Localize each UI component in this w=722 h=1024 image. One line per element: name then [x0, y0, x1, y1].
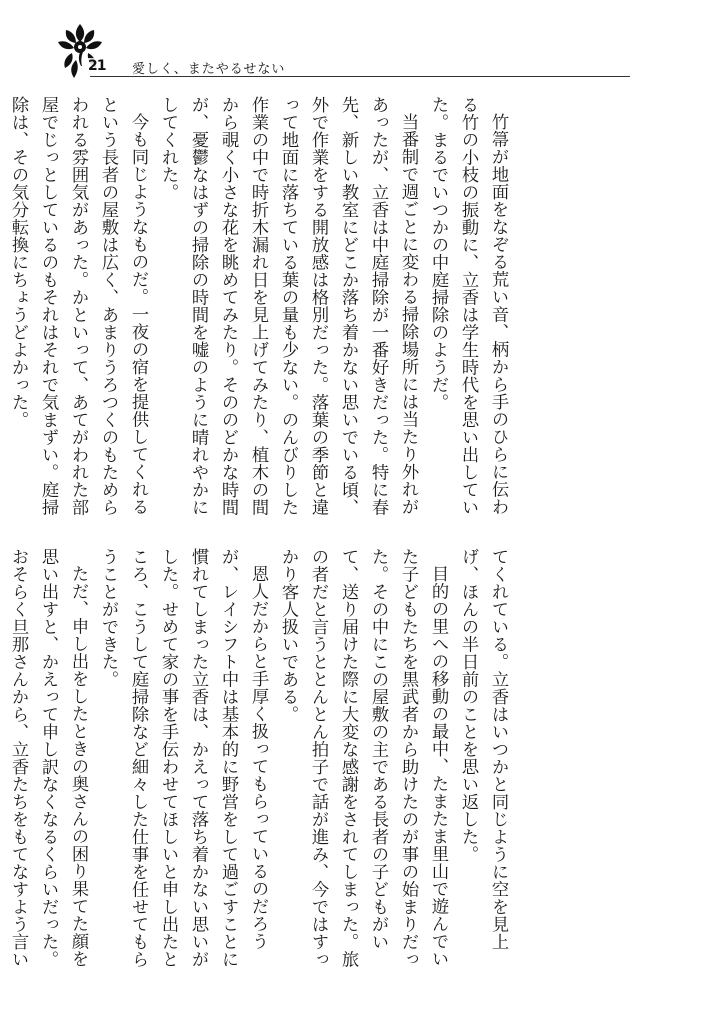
body-paragraph: 当番制で週ごとに変わる掃除場所には当たり外れがあったが、立香は中庭掃除が一番好きだった。特に春先、新しい教室にどこか落ち着かない思いでいる頃、外で作業をする開放感は格別だった。落葉の季節と違って地面に落ちている葉の量も少ない。のんびりした作業の中で時折木漏れ日を見上げてみたり、植木の間から覗く小さな花を眺めてみたり。そののどかな時間が、憂鬱なはずの掃除の時間を嘘のように晴れやかにしてくれた。: [158, 96, 418, 516]
body-paragraph: 目的の里への移動の最中、たまたま里山で遊んでいた子どもたちを黒武者から助けたのが事の始まりだった。その中にこの屋敷の主である長者の子どもがいて、送り届けた際に大変な感謝をされてしまった。旅の者だと言うととんとん拍子で話が進み、今ではすっかり客人扱いである。: [278, 548, 448, 968]
body-paragraph: [0, 96, 3, 521]
body-paragraph-continued: てくれている。立香はいつかと同じように空を見上げ、ほんの半日前のことを思い返した。: [458, 548, 508, 951]
upper-text-block: [8, 96, 513, 521]
body-paragraph: ただ、申し出をしたときの奥さんの困り果てた顔を思い出すと、かえって申し訳なくなるくらいだった。おそらく旦那さんから、立香たちをもてなすよう言い: [8, 548, 88, 968]
lower-text-block: [8, 548, 513, 973]
page-header: [52, 20, 632, 84]
body-paragraph: 今も同じようなものだ。一夜の宿を提供してくれるという長者の屋敷は広く、あまりうろつくのもためらわれる雰囲気があった。かといって、あてがわれた部屋でじっとしているのもそれはそれで気まずい。庭掃除は、その気分転換にちょうどよかった。: [8, 96, 148, 516]
page-number: 21: [88, 58, 106, 74]
body-paragraph: 竹箒が地面をなぞる荒い音、柄から手のひらに伝わる竹の小枝の振動に、立香は学生時代を思い出していた。まるでいつかの中庭掃除のようだ。: [428, 96, 508, 516]
running-title: 愛しく、またやるせない: [132, 62, 286, 77]
body-paragraph: 恩人だからと手厚く扱ってもらっているのだろうが、レイシフト中は基本的に野営をして過ごすことに慣れてしまった立香は、かえって落ち着かない思いがした。せめて家の事を手伝わせてほしいと申し出たところ、こうして庭掃除など細々した仕事を任せてもらうことができた。: [98, 548, 268, 968]
